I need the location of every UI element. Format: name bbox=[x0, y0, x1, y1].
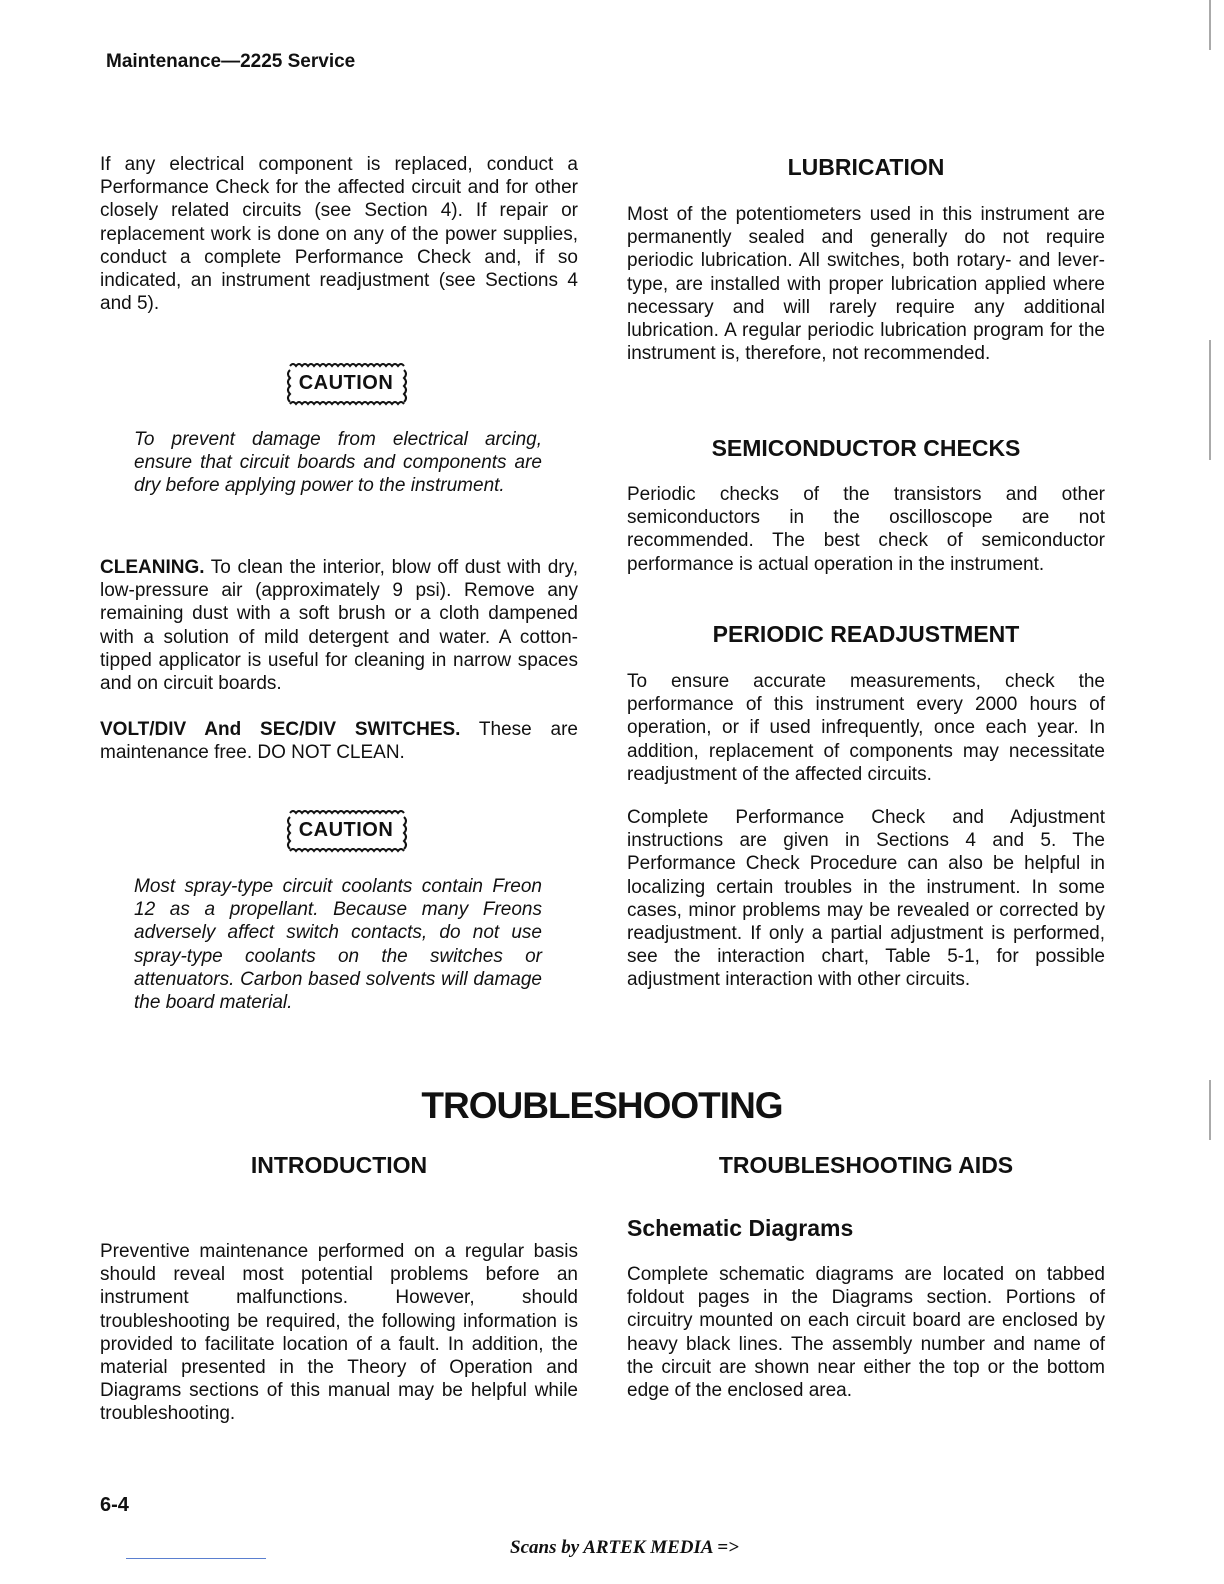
cleaning-lead: CLEANING. bbox=[100, 557, 205, 578]
footer-underline bbox=[126, 1558, 266, 1559]
caution-text-2: Most spray-type circuit coolants contain Freon 12 as a propellant. Because many Freons adversely affect switch contacts, do not use spray-type coolants on the switches or attenuators. Carbon based solvents will damage the board material. bbox=[134, 876, 542, 1014]
semiconductor-heading: SEMICONDUCTOR CHECKS bbox=[711, 435, 1021, 461]
section-title: TROUBLESHOOTING bbox=[421, 1085, 783, 1126]
caution-badge-1 bbox=[284, 360, 414, 412]
cleaning-paragraph bbox=[100, 556, 578, 695]
schematic-heading: Schematic Diagrams bbox=[627, 1215, 854, 1241]
lubrication-heading: LUBRICATION bbox=[787, 154, 945, 180]
caution-badge-2 bbox=[284, 807, 414, 859]
switches-lead: VOLT/DIV And SEC/DIV SWITCHES. bbox=[100, 719, 461, 740]
lubrication-paragraph: Most of the potentiometers used in this instrument are permanently sealed and generally do not require periodic lubrication. All switches, both rotary- and lever-type, are installed with proper lubrication applied where necessary and will rarely require any additional lubrication. A regular periodic lubrication program for the instrument is, therefore, not recommended. bbox=[627, 204, 1105, 365]
schematic-paragraph: Complete schematic diagrams are located on tabbed foldout pages in the Diagrams section. Portions of circuitry mounted on each circuit board are enclosed by heavy black lines. The assembly number and name of the circuit are shown near either the top or the bottom edge of the enclosed area. bbox=[627, 1264, 1105, 1402]
cleaning-text: To clean the interior, blow off dust with dry, low-pressure air (approximately 9 psi). Remove any remaining dust with a soft brush or a cloth dampened with a solution of mild detergent and water. A cotton-tipped applicator is useful for cleaning in narrow spaces and on circuit boards. bbox=[100, 557, 578, 695]
scan-credit: Scans by ARTEK MEDIA => bbox=[510, 1537, 739, 1558]
caution-label: CAUTION bbox=[298, 819, 394, 841]
caution-label: CAUTION bbox=[298, 372, 394, 394]
readjust-paragraph-1: To ensure accurate measurements, check the performance of this instrument every 2000 hours of operation, or if used infrequently, once each year. In addition, replacement of components may necessitate readjustment of the affected circuits. bbox=[627, 671, 1105, 785]
introduction-paragraph: Preventive maintenance performed on a regular basis should reveal most potential problems before an instrument malfunctions. However, should troubleshooting be required, the following information is provided to facilitate location of a fault. In addition, the material presented in the Theory of Operation and Diagrams sections of this manual may be helpful while troubleshooting. bbox=[100, 1241, 578, 1425]
caution-text-1: To prevent damage from electrical arcing, ensure that circuit boards and components are dry before applying power to the instrument. bbox=[134, 429, 542, 497]
scan-edge-mark bbox=[1209, 340, 1211, 460]
switches-paragraph bbox=[100, 718, 578, 764]
intro-paragraph: If any electrical component is replaced, conduct a Performance Check for the affected circuit and for other closely related circuits (see Section 4). If repair or replacement work is done on any of the power supplies, conduct a complete Performance Check and, if so indicated, an instrument readjustment (see Sections 4 and 5). bbox=[100, 154, 578, 315]
scan-edge-mark bbox=[1209, 0, 1211, 50]
page-number: 6-4 bbox=[100, 1494, 129, 1516]
readjust-heading: PERIODIC READJUSTMENT bbox=[712, 621, 1020, 647]
readjust-paragraph-2: Complete Performance Check and Adjustment instructions are given in Sections 4 and 5. The Performance Check Procedure can also be helpful in localizing certain troubles in the instrument. In some cases, minor problems may be revealed or corrected by readjustment. If only a partial adjustment is performed, see the interaction chart, Table 5-1, for possible adjustment interaction with other circuits. bbox=[627, 807, 1105, 991]
scan-edge-mark bbox=[1209, 1080, 1211, 1140]
introduction-heading: INTRODUCTION bbox=[250, 1152, 428, 1178]
switches-text: These are maintenance free. DO NOT CLEAN. bbox=[100, 719, 578, 764]
running-head: Maintenance—2225 Service bbox=[106, 51, 356, 72]
aids-heading: TROUBLESHOOTING AIDS bbox=[718, 1152, 1014, 1178]
semiconductor-paragraph: Periodic checks of the transistors and other semiconductors in the oscilloscope are not recommended. The best check of semiconductor performance is actual operation in the instrument. bbox=[627, 484, 1105, 575]
